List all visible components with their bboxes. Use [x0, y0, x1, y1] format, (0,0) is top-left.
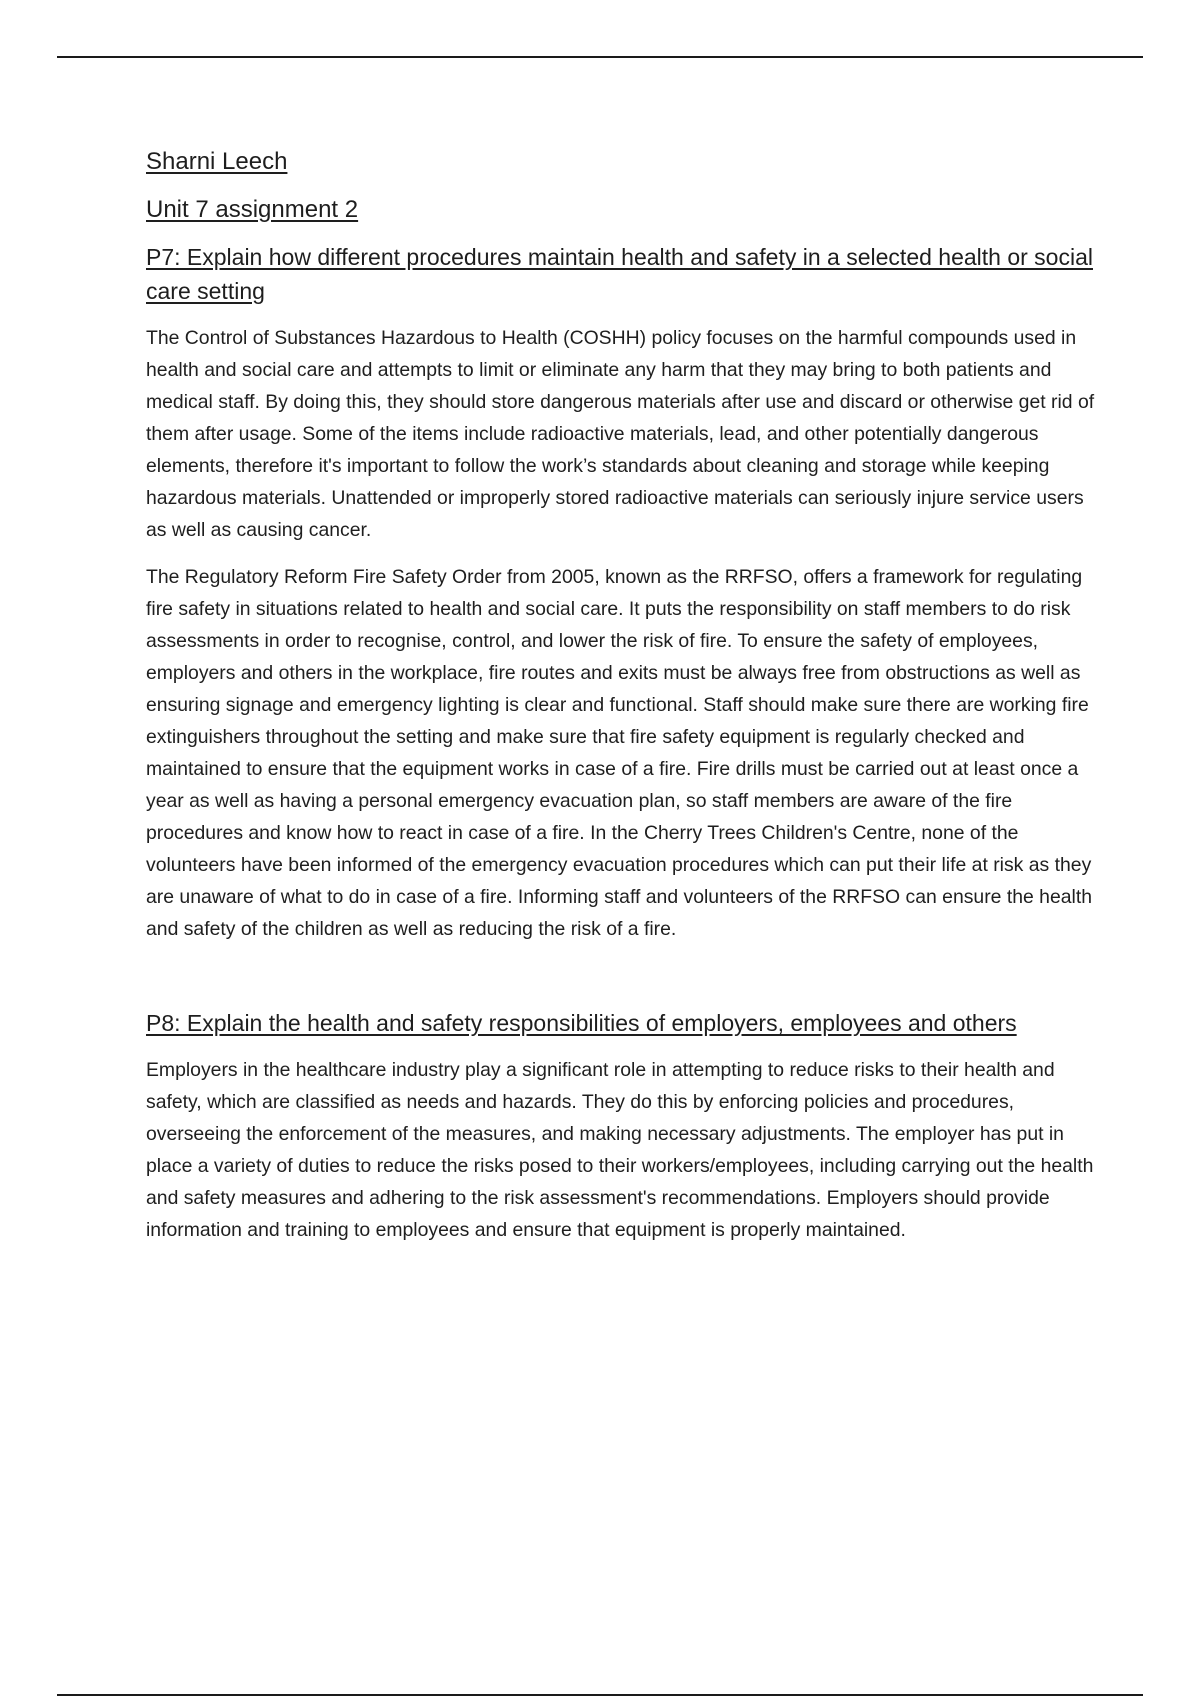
paragraph-employers: Employers in the healthcare industry play a significant role in attempting to reduce risks to their health and safety, which are classified as needs and hazards. They do this by enforcing policies and procedures, overseeing the enforcement of the measures, and making necessary adjustments. The employer has put in place a variety of duties to reduce the risks posed to their workers/employees, including carrying out the health and safety measures and adhering to the risk assessment's recommendations. Employers should provide information and training to employees and ensure that equipment is properly maintained. [146, 1059, 1094, 1241]
paragraph-coshh: The Control of Substances Hazardous to Health (COSHH) policy focuses on the harmful compounds used in health and social care and attempts to limit or eliminate any harm that they may bring to both patients and medical staff. By doing this, they should store dangerous materials after use and discard or otherwise get rid of them after usage. Some of the items include radioactive materials, lead, and other potentially dangerous elements, therefore it's important to follow the work’s standards about cleaning and storage while keeping hazardous materials. Unattended or improperly stored radioactive materials can seriously injure service users as well as causing cancer. [146, 327, 1095, 541]
paragraph-rrfso: The Regulatory Reform Fire Safety Order from 2005, known as the RRFSO, offers a framework for regulating fire safety in situations related to health and social care. It puts the responsibility on staff members to do risk assessments in order to recognise, control, and lower the risk of fire. To ensure the safety of employees, employers and others in the workplace, fire routes and exits must be always free from obstructions as well as ensuring signage and emergency lighting is clear and functional. Staff should make sure there are working fire extinguishers throughout the setting and make sure that fire safety equipment is regularly checked and maintained to ensure that the equipment works in case of a fire. Fire drills must be carried out at least once a year as well as having a personal emergency evacuation plan, so staff members are aware of the fire procedures and know how to react in case of a fire. In the Cherry Trees Children's Centre, none of the volunteers have been informed of the emergency evacuation procedures which can put their life at risk as they are unaware of what to do in case of a fire. Informing staff and volunteers of the RRFSO can ensure the health and safety of the children as well as reducing the risk of a fire. [146, 566, 1093, 940]
section-heading-p8: P8: Explain the health and safety responsibilities of employers, employees and others [146, 1010, 1017, 1036]
unit-title: Unit 7 assignment 2 [146, 196, 359, 223]
page-top-rule [57, 56, 1143, 58]
author-name: Sharni Leech [146, 148, 288, 175]
document-body [146, 146, 1096, 1261]
page-bottom-rule [57, 1694, 1143, 1696]
section-heading-p7: P7: Explain how different procedures maintain health and safety in a selected health or social care setting [146, 244, 1093, 304]
section-spacer [146, 960, 1096, 1006]
